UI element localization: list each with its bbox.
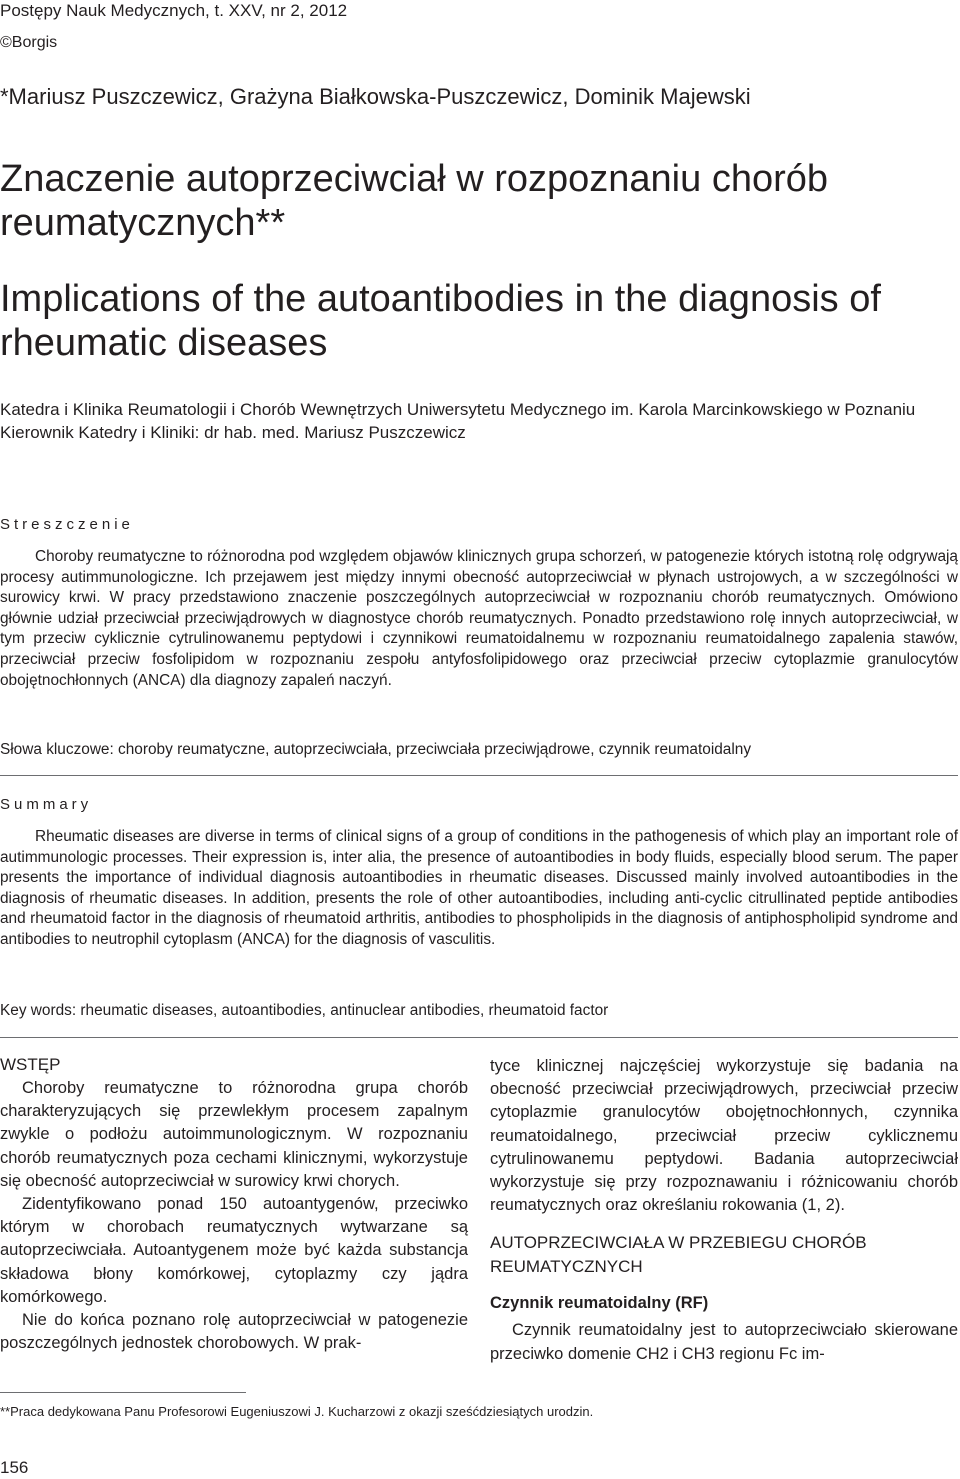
journal-citation: Postępy Nauk Medycznych, t. XXV, nr 2, 2012 [0,1,348,20]
abstract-en-text: Rheumatic diseases are diverse in terms of clinical signs of a group of conditions in the pathogenesis of which play an important role of autimmunologic processes. Their expression is, inter alia, the presence of autoantibodies in body fluids, especially blood serum. The paper presents the importance of individual diagnosis autoantibodies in rheumatic diseases. Discussed mainly involved autoantibodies in the diagnosis of rheumatic diseases. In addition, presents the role of other autoantibodies, including anti-cyclic citrullinated peptide antibodies and rheumatoid factor in the diagnosis of rheumatoid arthritis, antibodies to phospholipids in the diagnosis of antiphospholipid syndrome and antibodies to neutrophil cytoplasm (ANCA) for the diagnosis of vasculitis. [0,828,958,948]
page-number: 156 [0,1458,29,1477]
footnote: **Praca dedykowana Panu Profesorowi Eugeniuszowi J. Kucharzowi z okazji sześćdziesiątych urodzin. [0,1404,594,1419]
article-title-english: Implications of the autoantibodies in the diagnosis of rheumatic diseases [0,278,881,364]
affiliation-institution: Katedra i Klinika Reumatologii i Chorób Wewnętrzych Uniwersytetu Medycznego im. Karola Marcinkowskiego w Poznaniu [0,400,916,419]
body-paragraph: Choroby reumatyczne to różnorodna grupa chorób charakteryzujących się przewlekłym procesem zapalnym zwykle o podłożu autoimmunologicznym. W rozpoznaniu chorób reumatycznych poza cechami klinicznymi, wykorzystuje się obecność autoprzeciwciał w surowicy krwi chorych. [0,1079,468,1190]
keywords-pl: Słowa kluczowe: choroby reumatyczne, autoprzeciwciała, przeciwciała przeciwjądrowe, czynnik reumatoidalny [0,741,752,758]
keywords-en: Key words: rheumatic diseases, autoantibodies, antinuclear antibodies, rheumatoid factor [0,1002,609,1019]
body-paragraph: tyce klinicznej najczęściej wykorzystuje się badania na obecność przeciwciał przeciwjądrowych, przeciwciał przeciw cytoplazmie granulocytów obojętnochłonnych, czynnika reumatoidalnego, przeciwciał przeciw cyklicznemu cytrulinowanemu peptydowi. Badania autoprzeciwciał wykorzystuje się przy rozpoznawaniu i różnicowaniu chorób reumatycznych oraz określaniu rokowania (1, 2). [490,1057,958,1215]
affiliation [0,398,960,444]
body-paragraph: Nie do końca poznano rolę autoprzeciwciał w patogenezie poszczególnych jednostek chorobowych. W prak- [0,1311,468,1353]
affiliation-head: Kierownik Katedry i Kliniki: dr hab. med. Mariusz Puszczewicz [0,423,466,442]
divider [0,775,958,776]
body-paragraph: Czynnik reumatoidalny jest to autoprzeciwciało skierowane przeciwko domenie CH2 i CH3 regionu Fc im- [490,1321,958,1363]
section-heading-intro: WSTĘP [0,1055,61,1074]
body-right-column [490,1055,958,1366]
body-paragraph: Zidentyfikowano ponad 150 autoantygenów, przeciwko którym w chorobach reumatycznych wytwarzane są autoprzeciwciała. Autoantygenem może być każda substancja składowa błony komórkowej, cytoplazmy czy jądra komórkowego. [0,1195,468,1306]
section-heading-autoantibodies: AUTOPRZECIWCIAŁA W PRZEBIEGU CHORÓB REUMATYCZNYCH [490,1233,867,1277]
author-list: *Mariusz Puszczewicz, Grażyna Białkowska-Puszczewicz, Dominik Majewski [0,84,751,109]
divider [0,1037,958,1038]
subsection-heading-rf: Czynnik reumatoidalny (RF) [490,1294,709,1313]
article-title-polish: Znaczenie autoprzeciwciał w rozpoznaniu chorób reumatycznych** [0,158,829,244]
abstract-pl-text: Choroby reumatyczne to różnorodna pod względem objawów klinicznych grupa schorzeń, w patogenezie których istotną rolę odgrywają procesy autimmunologiczne. Ich przejawem jest między innymi obecność autoprzeciwciał w płynach ustrojowych, a w szczególności w surowicy krwi. W pracy przedstawiono znaczenie poszczególnych autoprzeciwciał w rozpoznaniu chorób reumatycznych. Omówiono głównie udział przeciwciał przeciwjądrowych w diagnostyce chorób reumatycznych. Ponadto przedstawiono rolę innych autoprzeciwciał, w tym przeciw cyklicznie cytrulinowanemu peptydowi i czynnikowi reumatoidalnemu w rozpoznaniu reumatoidalnego zapalenia stawów, przeciwciał przeciw fosfolipidom w rozpoznaniu zespołu antyfosfolipidowego oraz przeciwciał przeciw cytoplazmie granulocytów obojętnochłonnych (ANCA) dla diagnozy zapaleń naczyń. [0,548,958,689]
abstract-pl-heading: Streszczenie [0,516,134,533]
publisher-mark: ©Borgis [0,34,58,51]
body-left-column [0,1053,468,1355]
footnote-rule [0,1392,246,1393]
abstract-en-heading: Summary [0,796,93,813]
